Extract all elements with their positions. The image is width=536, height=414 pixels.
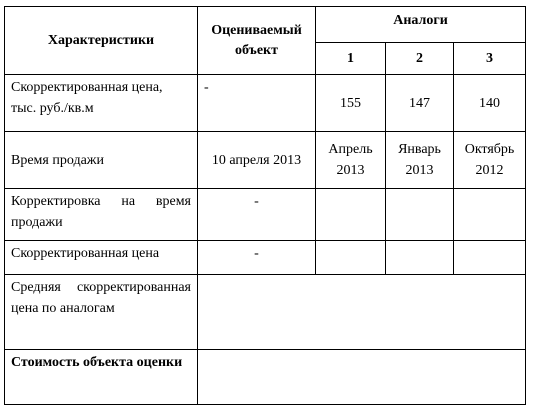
analogs-header: Аналоги [316, 7, 526, 43]
table-row [5, 275, 526, 350]
property-value [198, 350, 526, 405]
analog-1-time-adjustment [316, 189, 386, 241]
average-adjusted-price-value [198, 275, 526, 350]
table-row [5, 75, 526, 132]
row-label-property-value: Стоимость объекта оценки [5, 350, 198, 405]
row-label-adjusted-price: Скорректированная цена, тыс. руб./кв.м [5, 75, 198, 132]
analog-1-adjusted-price-final [316, 241, 386, 275]
row-label-adjusted-price-final: Скорректированная цена [5, 241, 198, 275]
characteristics-header: Характеристики [5, 7, 198, 75]
row-label-average-adjusted-price: Средняя скорректированная цена по аналогам [5, 275, 198, 350]
analog-3-sale-time: Октябрь 2012 [454, 132, 526, 189]
subject-time-adjustment: - [198, 189, 316, 241]
analog-number-3: 3 [454, 43, 526, 75]
analog-2-sale-time: Январь 2013 [386, 132, 454, 189]
subject-adjusted-price-final: - [198, 241, 316, 275]
table-row [5, 241, 526, 275]
subject-header: Оцениваемый объект [198, 7, 316, 75]
analog-2-price: 147 [386, 75, 454, 132]
analog-1-price: 155 [316, 75, 386, 132]
subject-sale-time: 10 апреля 2013 [198, 132, 316, 189]
row-label-time-adjustment: Корректировка на время продажи [5, 189, 198, 241]
table-row [5, 132, 526, 189]
analog-3-price: 140 [454, 75, 526, 132]
subject-adjusted-price: - [198, 75, 316, 132]
analog-3-adjusted-price-final [454, 241, 526, 275]
table-row [5, 350, 526, 405]
analog-2-time-adjustment [386, 189, 454, 241]
analog-1-sale-time: Апрель 2013 [316, 132, 386, 189]
analog-2-adjusted-price-final [386, 241, 454, 275]
valuation-table [4, 6, 526, 405]
header-row-top [5, 7, 526, 43]
analog-3-time-adjustment [454, 189, 526, 241]
row-label-sale-time: Время продажи [5, 132, 198, 189]
table-row [5, 189, 526, 241]
analog-number-1: 1 [316, 43, 386, 75]
analog-number-2: 2 [386, 43, 454, 75]
